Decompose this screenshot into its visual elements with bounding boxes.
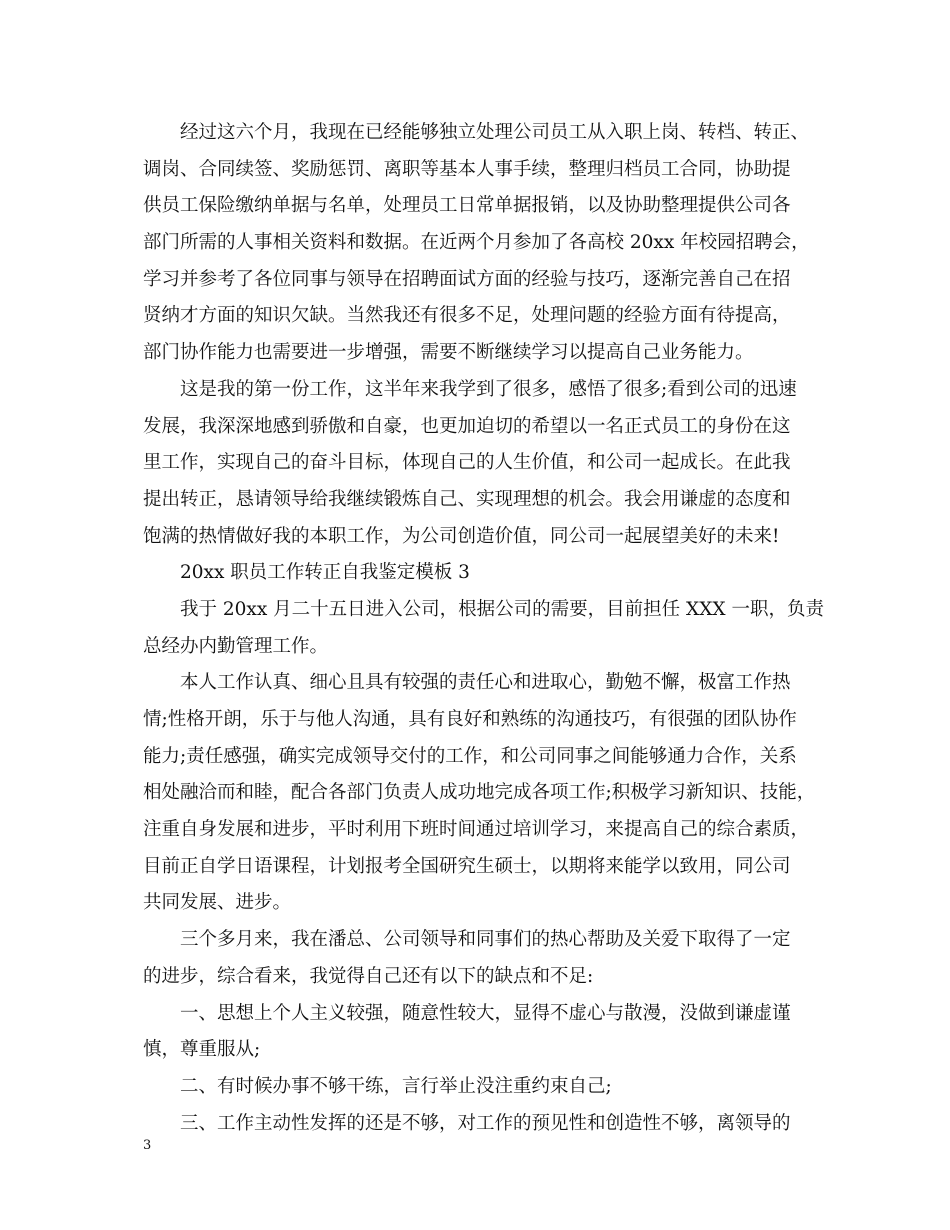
section-heading: 20xx 职员工作转正自我鉴定模板 3 bbox=[180, 562, 470, 584]
paragraph-line: 里工作，实现自己的奋斗目标，体现自己的人生价值，和公司一起成长。在此我 bbox=[143, 452, 791, 474]
page-number: 3 bbox=[143, 1138, 152, 1153]
paragraph-line: 调岗、合同续签、奖励惩罚、离职等基本人事手续，整理归档员工合同，协助提 bbox=[143, 158, 791, 180]
paragraph-line: 学习并参考了各位同事与领导在招聘面试方面的经验与技巧，逐渐完善自己在招 bbox=[143, 268, 791, 290]
paragraph-line: 这是我的第一份工作，这半年来我学到了很多，感悟了很多;看到公司的迅速 bbox=[180, 378, 797, 400]
paragraph-line: 本人工作认真、细心且具有较强的责任心和进取心，勤勉不懈，极富工作热 bbox=[180, 672, 791, 694]
paragraph-line: 饱满的热情做好我的本职工作，为公司创造价值，同公司一起展望美好的未来! bbox=[143, 525, 780, 547]
paragraph-line: 供员工保险缴纳单据与名单，处理员工日常单据报销，以及协助整理提供公司各 bbox=[143, 195, 791, 217]
paragraph-line: 共同发展、进步。 bbox=[143, 892, 292, 914]
paragraph-line: 慎，尊重服从; bbox=[143, 1039, 261, 1061]
paragraph-line: 发展，我深深地感到骄傲和自豪，也更加迫切的希望以一名正式员工的身份在这 bbox=[143, 415, 791, 437]
paragraph-line: 总经办内勤管理工作。 bbox=[143, 635, 329, 657]
document-body bbox=[143, 115, 833, 1142]
paragraph-line: 三个多月来，我在潘总、公司领导和同事们的热心帮助及关爱下取得了一定 bbox=[180, 929, 791, 951]
paragraph-line: 提出转正，恳请领导给我继续锻炼自己、实现理想的机会。我会用谦虚的态度和 bbox=[143, 488, 791, 510]
paragraph-line: 贤纳才方面的知识欠缺。当然我还有很多不足，处理问题的经验方面有待提高， bbox=[143, 305, 791, 327]
paragraph-line: 能力;责任感强，确实完成领导交付的工作，和公司同事之间能够通力合作，关系 bbox=[143, 745, 797, 767]
paragraph-line: 注重自身发展和进步，平时利用下班时间通过培训学习，来提高自己的综合素质， bbox=[143, 819, 810, 841]
paragraph-line: 二、有时候办事不够干练，言行举止没注重约束自己; bbox=[180, 1075, 612, 1097]
paragraph-line: 我于 20xx 月二十五日进入公司，根据公司的需要，目前担任 XXX 一职，负责 bbox=[180, 598, 824, 620]
paragraph-line: 部门协作能力也需要进一步增强，需要不断继续学习以提高自己业务能力。 bbox=[143, 342, 754, 364]
paragraph-line: 目前正自学日语课程，计划报考全国研究生硕士，以期将来能学以致用，同公司 bbox=[143, 855, 791, 877]
paragraph-line: 情;性格开朗，乐于与他人沟通，具有良好和熟练的沟通技巧，有很强的团队协作 bbox=[143, 709, 797, 730]
paragraph-line: 一、思想上个人主义较强，随意性较大，显得不虚心与散漫，没做到谦虚谨 bbox=[180, 1002, 791, 1024]
paragraph-line: 三、工作主动性发挥的还是不够，对工作的预见性和创造性不够，离领导的 bbox=[180, 1112, 791, 1134]
paragraph-line: 部门所需的人事相关资料和数据。在近两个月参加了各高校 20xx 年校园招聘会， bbox=[143, 232, 810, 254]
paragraph-line: 相处融洽而和睦，配合各部门负责人成功地完成各项工作;积极学习新知识、技能， bbox=[143, 782, 816, 804]
paragraph-line: 的进步，综合看来，我觉得自己还有以下的缺点和不足: bbox=[143, 965, 594, 987]
paragraph-line: 经过这六个月，我现在已经能够独立处理公司员工从入职上岗、转档、转正、 bbox=[180, 122, 810, 143]
